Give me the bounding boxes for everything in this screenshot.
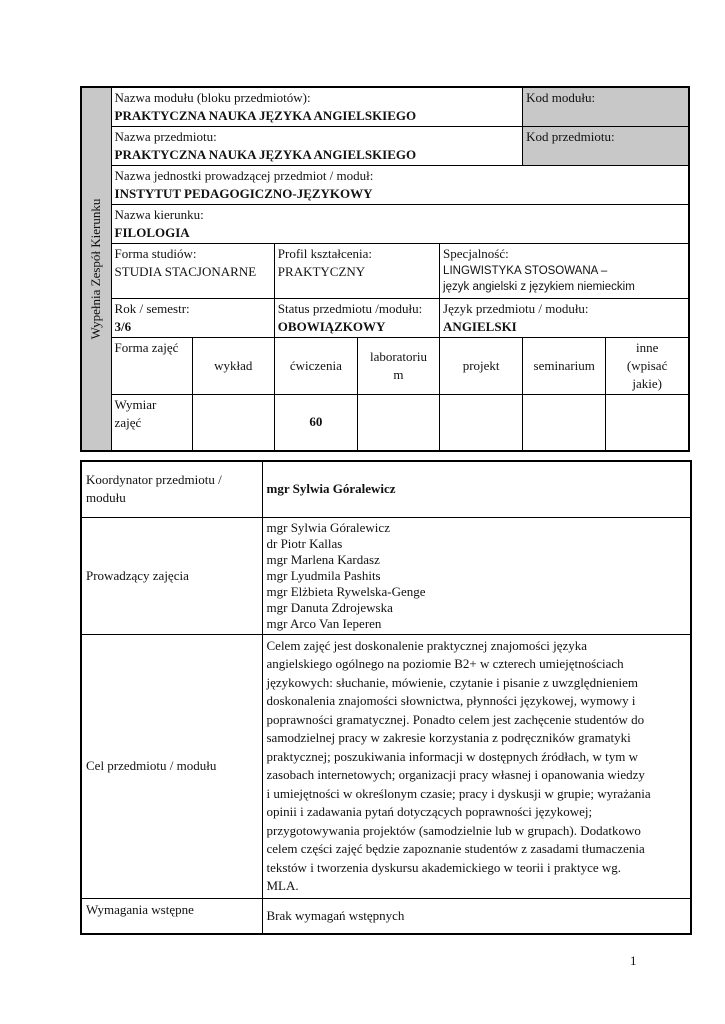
goal-line: i umiejętności w określonym czasie; pracy i dyskusji w grupie; wyrażania [266, 785, 651, 801]
lecturers-list [262, 517, 691, 634]
class-type-seminar: seminarium [523, 338, 606, 395]
lecturers-label: Prowadzący zajęcia [81, 517, 262, 634]
goal-line: poprawności gramatycznej. Ponadto celem jest zachęcenie studentów do [266, 711, 645, 727]
unit-value: INSTYTUT PEDAGOGICZNO-JĘZYKOWY [114, 186, 373, 201]
coordinator-label: Koordynator przedmiotu / modułu [81, 461, 262, 517]
subject-name-value: PRAKTYCZNA NAUKA JĘZYKA ANGIELSKIEGO [114, 147, 417, 162]
lecturer-item: mgr Marlena Kardasz [266, 551, 380, 567]
class-type-project: projekt [440, 338, 523, 395]
prerequisites-value: Brak wymagań wstępnych [262, 898, 691, 934]
class-type-laboratory-line-1: laboratoriu [369, 349, 427, 364]
specialty-value-line-1: LINGWISTYKA STOSOWANA – [443, 265, 608, 277]
module-info-table [80, 86, 690, 452]
goal-line: językowych: słuchanie, mówienie, czytanie i pisanie z uwzględnieniem [266, 674, 638, 690]
class-type-exercises: ćwiczenia [274, 338, 357, 395]
language-value: ANGIELSKI [443, 319, 517, 334]
hours-laboratory [357, 395, 439, 451]
language-label: Język przedmiotu / modułu: [443, 301, 589, 316]
class-type-lecture: wykład [192, 338, 274, 395]
year-cell [111, 299, 274, 338]
class-type-other-line-1: inne [635, 340, 659, 355]
status-label: Status przedmiotu /modułu: [277, 301, 423, 316]
subject-code-cell [523, 127, 689, 166]
course-info-table [80, 460, 692, 935]
study-form-label: Forma studiów: [114, 246, 197, 261]
year-label: Rok / semestr: [114, 301, 190, 316]
hours-exercises: 60 [274, 395, 357, 451]
status-cell [274, 299, 439, 338]
class-type-other [606, 338, 689, 395]
language-cell [440, 299, 689, 338]
goal-line: angielskiego ogólnego na poziomie B2+ w czterech umiejętnościach [266, 656, 624, 671]
hours-seminar [523, 395, 606, 451]
goal-line: MLA. [266, 878, 299, 893]
field-value: FILOLOGIA [114, 225, 190, 240]
side-label: Wypełnia Zespół Kierunku [88, 198, 104, 340]
hours-label-line-1: Wymiar [114, 397, 157, 412]
module-code-label: Kod modułu: [526, 90, 596, 105]
module-code-cell [523, 87, 689, 127]
hours-label-cell [111, 395, 192, 451]
goal-line: doskonalenia znajomości słownictwa, płynności językowej, wymowy i [266, 693, 636, 708]
hours-other [606, 395, 689, 451]
module-name-value: PRAKTYCZNA NAUKA JĘZYKA ANGIELSKIEGO [114, 108, 417, 123]
study-form-value: STUDIA STACJONARNE [114, 264, 257, 279]
lecturer-item: mgr Danuta Zdrojewska [266, 599, 393, 615]
class-type-laboratory-line-2: m [393, 367, 404, 382]
goal-line: tekstów i tworzenia dyskursu akademickiego w teorii i praktyce wg. [266, 859, 622, 875]
subject-code-label: Kod przedmiotu: [526, 129, 615, 144]
lecturer-item: mgr Arco Van Ieperen [266, 615, 382, 631]
page-number: 1 [630, 953, 637, 968]
side-label-cell [81, 87, 111, 451]
class-type-other-line-2: (wpisać [626, 358, 668, 373]
class-type-laboratory [357, 338, 439, 395]
goal-label: Cel przedmiotu / modułu [81, 634, 262, 898]
hours-lecture [192, 395, 274, 451]
field-label: Nazwa kierunku: [114, 207, 204, 222]
goal-line: samodzielnej pracy w zakresie korzystania z podręczników gramatyki [266, 730, 631, 745]
profile-label: Profil kształcenia: [277, 246, 373, 261]
lecturer-item: dr Piotr Kallas [266, 535, 343, 551]
hours-label-line-2: zajęć [114, 415, 142, 430]
subject-name-label: Nazwa przedmiotu: [114, 129, 217, 144]
goal-line: opinii i zadawania pytań dotyczących poprawności językowej; [266, 804, 593, 819]
goal-line: celem części zajęć będzie zapoznanie studentów z zasadami tłumaczenia [266, 841, 645, 856]
prerequisites-label: Wymagania wstępne [81, 898, 262, 934]
goal-line: Celem zajęć jest doskonalenie praktycznej znajomości języka [266, 637, 588, 653]
unit-label: Nazwa jednostki prowadzącej przedmiot / moduł: [114, 168, 374, 183]
goal-text [262, 634, 691, 898]
goal-line: zasobach internetowych; organizacji pracy własnej i opanowania wiedzy [266, 767, 645, 782]
study-form-cell [111, 244, 274, 299]
lecturer-item: mgr Elżbieta Rywelska-Genge [266, 583, 426, 599]
specialty-cell [440, 244, 689, 299]
profile-value: PRAKTYCZNY [277, 264, 366, 279]
lecturer-item: mgr Sylwia Góralewicz [266, 519, 390, 535]
specialty-label: Specjalność: [443, 246, 509, 261]
coordinator-value: mgr Sylwia Góralewicz [262, 461, 691, 517]
module-name-label: Nazwa modułu (bloku przedmiotów): [114, 90, 311, 105]
field-cell [111, 205, 689, 244]
goal-line: przygotowywania projektów (samodzielnie lub w grupach). Dodatkowo [266, 822, 641, 838]
lecturer-item: mgr Lyudmila Pashits [266, 567, 381, 583]
unit-cell [111, 166, 689, 205]
hours-project [440, 395, 523, 451]
status-value: OBOWIĄZKOWY [277, 319, 386, 334]
classes-form-label: Forma zajęć [111, 338, 192, 395]
module-name-cell [111, 87, 523, 127]
specialty-value-line-2: język angielski z językiem niemieckim [443, 281, 635, 293]
profile-cell [274, 244, 439, 299]
goal-line: praktycznej; poszukiwania informacji w dostępnych źródłach, w tym w [266, 748, 638, 764]
year-value: 3/6 [114, 319, 132, 334]
class-type-other-line-3: jakie) [632, 376, 662, 391]
subject-name-cell [111, 127, 523, 166]
